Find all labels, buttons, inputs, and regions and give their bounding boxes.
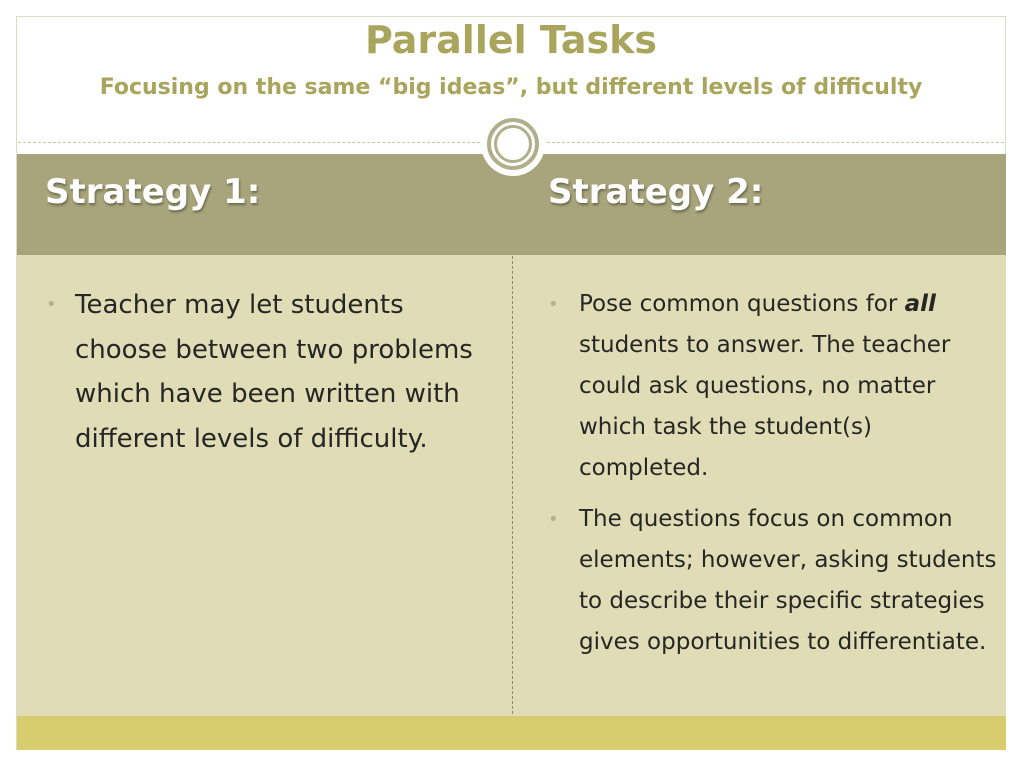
bullet-dot-icon: • (46, 294, 57, 315)
slide-subtitle: Focusing on the same “big ideas”, but different levels of difficulty (99, 75, 923, 100)
slide-title: Parallel Tasks (364, 18, 658, 62)
bullet-dot-icon: • (548, 294, 559, 315)
bullet-text: Teacher may let students choose between two problems which have been written with different levels of difficulty. (75, 290, 473, 454)
bullet-dot-icon: • (548, 509, 559, 530)
ring-inner-icon (494, 125, 532, 163)
list-item (46, 283, 486, 461)
strategy-1-list (46, 283, 486, 461)
strategy-2-heading: Strategy 2: (548, 172, 764, 212)
column-divider (512, 256, 513, 714)
footer-band (17, 716, 1006, 750)
bullet-text: The questions focus on common elements; however, asking students to describe their specific strategies gives opportunities to differentiate. (579, 506, 997, 655)
list-item (548, 284, 998, 489)
bullet-emphasis: all (904, 291, 936, 317)
bullet-text-before: Pose common questions for (579, 291, 905, 317)
bullet-text-after: students to answer. The teacher could ask questions, no matter which task the student(s) completed. (579, 332, 951, 481)
list-item (548, 499, 998, 663)
strategy-1-heading: Strategy 1: (45, 172, 261, 212)
strategy-2-list (548, 284, 998, 673)
